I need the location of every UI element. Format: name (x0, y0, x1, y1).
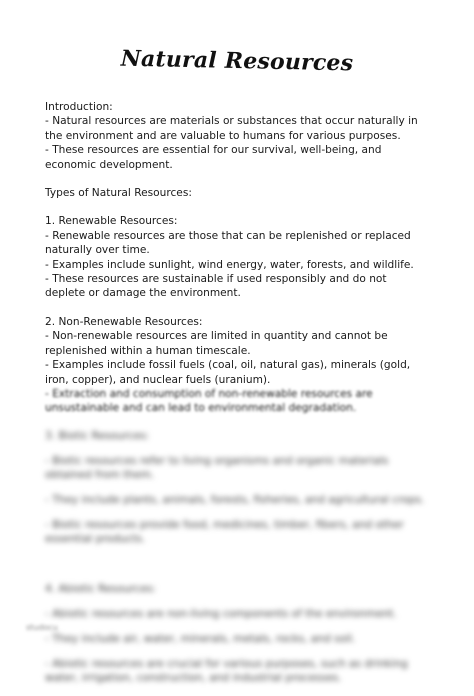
intro-line: - These resources are essential for our survival, well-being, and economic development. (45, 144, 382, 171)
types-heading: Types of Natural Resources: (45, 187, 192, 200)
nonrenewable-line: - Non-renewable resources are limited in quantity and cannot be replenished within a human timescale. (45, 330, 388, 357)
biotic-line: - They include plants, animals, forests, fisheries, and agricultural crops. (45, 494, 425, 506)
nonrenewable-line: - Examples include fossil fuels (coal, oil, natural gas), minerals (gold, iron, copper), and nuclear fuels (uranium). (45, 359, 411, 386)
renewable-heading: 1. Renewable Resources: (45, 215, 178, 228)
renewable-line: - These resources are sustainable if used responsibly and do not deplete or damage the environment. (45, 273, 387, 300)
abiotic-heading: 4. Abiotic Resources: (45, 583, 156, 595)
abiotic-line: - Abiotic resources are crucial for various purposes, such as drinking water, irrigation, construction, and industrial processes. (45, 658, 408, 685)
document-body (45, 100, 430, 416)
renewable-line: - Renewable resources are those that can be replenished or replaced naturally over time. (45, 229, 411, 257)
nonrenewable-line: - Extraction and consumption of non-renewable resources are unsustainable and can lead to environmental degradation. (45, 387, 373, 415)
renewable-line: - Examples include sunlight, wind energy, water, forests, and wildlife. (45, 258, 414, 271)
document-title: Natural Resources (120, 45, 354, 77)
abiotic-line: - Abiotic resources are non-living components of the environment. (45, 608, 397, 620)
spacer (45, 200, 430, 214)
biotic-line: - Biotic resources refer to living organisms and organic materials obtained from them. (45, 454, 389, 481)
abiotic-line: - They include air, water, minerals, metals, rocks, and soil. (45, 633, 356, 645)
watermark: studocu (26, 623, 58, 632)
intro-line: - Natural resources are materials or substances that occur naturally in the environment and are valuable to humans for various purposes. (45, 115, 418, 142)
biotic-line: - Biotic resources provide food, medicines, timber, fibers, and other essential products. (45, 519, 404, 546)
spacer (45, 557, 430, 571)
spacer (45, 172, 430, 186)
spacer (45, 301, 430, 315)
blurred-preview-section (45, 418, 430, 696)
biotic-heading: 3. Biotic Resources: (45, 429, 150, 442)
intro-heading: Introduction: (45, 101, 113, 113)
nonrenewable-heading: 2. Non-Renewable Resources: (45, 315, 203, 328)
